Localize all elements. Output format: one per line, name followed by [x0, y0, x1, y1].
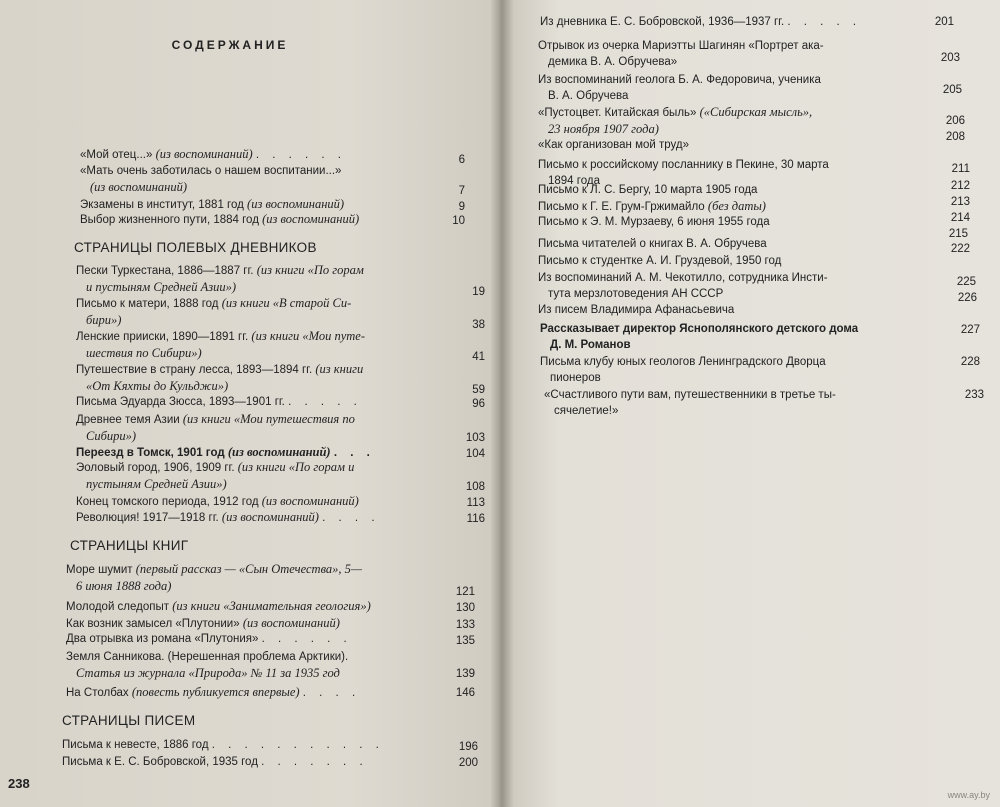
toc-entry: Революция! 1917—1918 гг. (из воспоминаний) . . . . [76, 510, 380, 524]
toc-page-number: 6 [458, 154, 465, 166]
toc-entry: Два отрывка из романа «Плутония» . . . . . . [66, 633, 352, 645]
toc-entry: Письма Эдуарда Зюсса, 1893—1901 гг. . . . . . [76, 396, 362, 408]
toc-entry: Из воспоминаний А. М. Чекотилло, сотрудника Инсти- тута мерзлотоведения АН СССР [538, 272, 828, 300]
toc-page-number: 214 [950, 212, 970, 224]
toc-entry: Переезд в Томск, 1901 год (из воспоминаний) . . . [76, 445, 375, 459]
toc-page-number: 38 [472, 319, 485, 331]
toc-entry: Молодой следопыт (из книги «Занимательная геология») [66, 599, 371, 613]
toc-entry: Отрывок из очерка Мариэтты Шагинян «Портрет ака- демика В. А. Обручева» [538, 40, 824, 68]
toc-entry: Письмо к российскому посланнику в Пекине, 30 марта 1894 года [538, 159, 829, 187]
toc-entry: Из воспоминаний геолога Б. А. Федоровича, ученика В. А. Обручева [538, 74, 821, 102]
toc-page-number: 19 [472, 286, 485, 298]
toc-page-number: 103 [465, 432, 485, 444]
toc-entry: Путешествие в страну лесса, 1893—1894 гг. (из книги «От Кяхты до Кульджи») [76, 362, 364, 393]
toc-page-number: 201 [934, 16, 954, 28]
toc-entry: Из писем Владимира Афанасьевича [538, 304, 735, 316]
toc-page-number: 10 [452, 215, 465, 227]
toc-page-number: 59 [472, 384, 485, 396]
toc-page-number: 7 [458, 185, 465, 197]
toc-entry: Выбор жизненного пути, 1884 год (из воспоминаний) [80, 212, 360, 226]
toc-page-number: 121 [455, 586, 475, 598]
toc-page-number: 205 [942, 84, 962, 96]
toc-entry: Письма к невесте, 1886 год . . . . . . . . . . . [62, 739, 384, 751]
toc-page-number: 208 [945, 131, 965, 143]
right-page [500, 0, 1000, 807]
toc-page-number: 211 [951, 163, 970, 175]
contents-title: СОДЕРЖАНИЕ [171, 38, 289, 52]
toc-page-number: 108 [465, 481, 485, 493]
toc-entry: Пески Туркестана, 1886—1887 гг. (из книги «По горам и пустыням Средней Азии») [76, 263, 364, 294]
section-heading-books: СТРАНИЦЫ КНИГ [70, 538, 189, 553]
toc-page-number: 233 [964, 389, 984, 401]
toc-entry: Эоловый город, 1906, 1909 гг. (из книги «По горам и пустыням Средней Азии») [76, 460, 355, 491]
toc-page-number: 116 [466, 513, 485, 525]
toc-page-number: 226 [957, 292, 977, 304]
toc-page-number: 113 [466, 497, 485, 509]
toc-page-number: 206 [945, 115, 965, 127]
toc-entry: Ленские прииски, 1890—1891 гг. (из книги «Мои путе- шествия по Сибири») [76, 329, 366, 360]
toc-page-number: 227 [960, 324, 980, 336]
toc-entry: Экзамены в институт, 1881 год (из воспоминаний) [80, 197, 345, 211]
section-heading-field-diaries: СТРАНИЦЫ ПОЛЕВЫХ ДНЕВНИКОВ [74, 240, 317, 255]
toc-page-number: 9 [458, 201, 465, 213]
toc-page-number: 41 [472, 351, 485, 363]
toc-entry: Письма к Е. С. Бобровской, 1935 год . . . . . . . [62, 756, 368, 768]
toc-entry: Письмо к студентке А. И. Груздевой, 1950 год [538, 255, 782, 267]
toc-page-number: 203 [940, 52, 960, 64]
toc-page-number: 96 [472, 398, 485, 410]
toc-entry: Письмо к Г. Е. Грум-Гржимайло (без даты) [538, 199, 766, 213]
toc-page-number: 212 [950, 180, 970, 192]
toc-page-number: 104 [465, 448, 485, 460]
watermark: www.ay.by [947, 790, 990, 800]
toc-entry: Письмо к Л. С. Бергу, 10 марта 1905 года [538, 184, 758, 196]
toc-page-number: 135 [455, 635, 475, 647]
toc-page-number: 130 [455, 602, 475, 614]
toc-page-number: 139 [455, 668, 475, 680]
toc-entry: Конец томского периода, 1912 год (из воспоминаний) [76, 494, 359, 508]
page-number: 238 [8, 776, 30, 791]
toc-entry: Из дневника Е. С. Бобровской, 1936—1937 гг. . . . . . [540, 16, 862, 28]
toc-entry: Рассказывает директор Яснополянского детского дома Д. М. Романов [540, 323, 859, 351]
toc-entry: Письмо к матери, 1888 год (из книги «В старой Си- бири») [76, 296, 352, 327]
section-heading-letters: СТРАНИЦЫ ПИСЕМ [62, 713, 196, 728]
toc-entry: «Мой отец...» (из воспоминаний) . . . . . . [80, 147, 346, 161]
toc-page-number: 222 [950, 243, 970, 255]
toc-entry: Земля Санникова. (Нерешенная проблема Арктики). Статья из журнала «Природа» № 11 за 1935 год [66, 651, 349, 680]
toc-page-number: 146 [455, 687, 475, 699]
toc-entry: Древнее темя Азии (из книги «Мои путешествия по Сибири») [76, 412, 355, 443]
toc-entry: Письма клубу юных геологов Ленинградского Дворца пионеров [540, 356, 826, 384]
toc-entry: «Мать очень заботилась о нашем воспитании...» (из воспоминаний) [80, 165, 342, 194]
toc-entry: Письмо к Э. М. Мурзаеву, 6 июня 1955 года [538, 216, 770, 228]
toc-page-number: 228 [960, 356, 980, 368]
toc-entry: «Пустоцвет. Китайская быль» («Сибирская мысль», 23 ноября 1907 года) [538, 105, 813, 136]
book-gutter [490, 0, 514, 807]
toc-entry: Как возник замысел «Плутонии» (из воспоминаний) [66, 616, 340, 630]
toc-entry: На Столбах (повесть публикуется впервые) . . . . [66, 685, 361, 699]
toc-page-number: 225 [956, 276, 976, 288]
toc-entry: «Счастливого пути вам, путешественники в третье ты- сячелетие!» [544, 389, 836, 417]
toc-entry: «Как организован мой труд» [538, 139, 690, 151]
toc-page-number: 213 [950, 196, 970, 208]
toc-entry: Письма читателей о книгах В. А. Обручева [538, 238, 767, 250]
toc-page-number: 196 [458, 741, 478, 753]
toc-entry: Море шумит (первый рассказ — «Сын Отечества», 5— 6 июня 1888 года) [66, 562, 363, 593]
toc-page-number: 200 [458, 757, 478, 769]
toc-page-number: 133 [455, 619, 475, 631]
toc-page-number: 215 [948, 228, 968, 240]
